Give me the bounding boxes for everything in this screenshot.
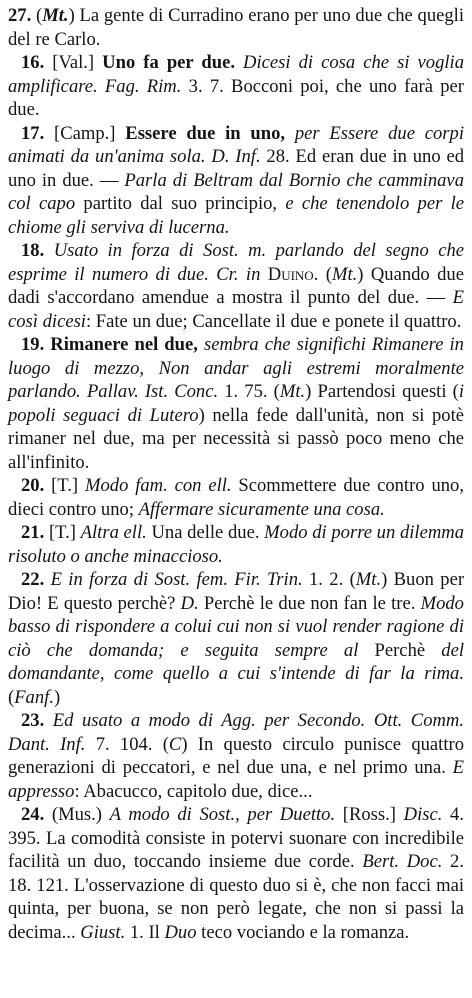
entry-text-run: sembra che significhi Rimanere in luogo di mezzo, Non andar agli estremi moralmente parlando. Pallav. Ist. Conc. [8, 334, 464, 402]
entry-text-run: E in forza di Sost. fem. Fir. Trin. [50, 569, 303, 590]
entry-text-run: : Abacucco, capitolo due, dice... [74, 780, 313, 802]
entry-text-run: ) Partendosi questi ( [305, 381, 459, 402]
entry-text-run: Mt. [42, 5, 69, 26]
entry-text-run [235, 52, 243, 73]
entry-text-run: ) La gente di Curradino erano per uno due che quegli del re Carlo. [8, 5, 464, 50]
entry-text-run: Perchè [358, 639, 442, 661]
entry-text-run: i popoli seguaci di Lutero [8, 381, 464, 426]
dictionary-entry-22 [8, 568, 464, 709]
entry-text-run: ( [36, 5, 43, 26]
entry-text-run: Disc. [403, 804, 443, 825]
entry-text-run: Modo basso di rispondere a colui cui non si vuol render ragione di ciò che domanda; e seguita sempre al [8, 592, 464, 661]
entry-number: 19. [21, 334, 51, 355]
entry-text-run: Bert. Doc. [362, 851, 443, 872]
entry-text-run: ) Buon per Dio! E questo perchè? [8, 569, 465, 614]
entry-text-run: 28. Ed eran due in uno ed uno in due. — [8, 146, 465, 191]
entry-text-run: A modo di Sost., per Duetto. [109, 804, 336, 825]
entry-text-run: Modo di porre un dilemma risoluto o anche minaccioso. [8, 522, 465, 567]
entry-text-run: teco vociando e la romanza. [196, 921, 410, 943]
entry-text-run: [Val.] [52, 52, 103, 73]
entry-text-run: Mt. [355, 569, 382, 590]
entry-text-run: ( [8, 686, 15, 708]
entry-text-run: Usato in forza di Sost. m. parlando del segno che esprime il numero di due. Cr. in [8, 240, 465, 285]
entry-number: 24. [21, 804, 52, 825]
entry-text-run: Altra ell. [80, 522, 147, 543]
entry-text-run: Fanf. [14, 686, 54, 708]
entry-number: 21. [21, 522, 49, 543]
entry-text-run: D. [180, 592, 199, 614]
entry-text-run: ) Quando due dadi s'accordano amendue a mostra il punto del due. — [8, 263, 464, 308]
entry-text-run: per Essere due corpi animati da un'anima sola. D. Inf. [8, 122, 464, 167]
entry-text-run: del domandante, come quello a cui s'intende di far la rima. [8, 639, 464, 684]
entry-text-run: [T.] [48, 522, 81, 543]
entry-text-run: Scommettere due contro uno, dieci contro uno; [8, 475, 464, 520]
entry-text-run: Una delle due. [146, 522, 265, 543]
dictionary-entry-21 [8, 521, 464, 568]
entry-text-run: e che tenendolo per le chiome gli serviva di lucerna. [8, 193, 464, 238]
entry-text-run [285, 123, 295, 144]
entry-text-run: 2. 18. 121. L'osservazione di questo duo si è, che non facci mai quinta, per buona, se non però legate, che non si passi la decima... [8, 851, 464, 943]
entry-text-run: Duino. [260, 263, 326, 285]
entry-text-run: 7. 104. ( [85, 733, 169, 755]
entry-text-run: Rimanere nel due, [50, 334, 198, 355]
dictionary-entry-19 [8, 333, 464, 474]
entry-text-run: Essere due in uno, [125, 122, 286, 144]
entry-text-run: 1. Il [125, 921, 165, 943]
entry-text-run: [Ross.] [335, 804, 404, 825]
entry-text-run: E appresso [8, 757, 464, 802]
entry-number: 20. [21, 475, 52, 496]
dictionary-entry-18 [8, 239, 464, 333]
entry-text-run: Giust. [80, 921, 126, 943]
entry-text-run: 1. 75. ( [218, 381, 280, 402]
entry-text-run: : Fate un due; Cancellate il due e ponete il quattro. [85, 310, 462, 332]
entry-text-run: Uno fa per due. [102, 52, 235, 73]
entry-number: 22. [21, 569, 51, 590]
entry-text-run: ) nella fede dall'unità, non si potè rimaner nel due, ma per necessità si passò poco meno che all'infinito. [8, 404, 465, 473]
entry-text-run: partito dal suo principio, [75, 193, 286, 214]
entry-text-run: ) [53, 686, 61, 708]
entry-text-run: Affermare sicuramente una cosa. [138, 498, 385, 520]
entry-text-run: ) In questo circulo punisce quattro generazioni di peccatori, e nel due una, e nel primo una. [8, 733, 465, 778]
dictionary-entry-17 [8, 122, 464, 240]
entry-text-run: Duo [164, 921, 197, 943]
entry-text-run: (Mus.) [51, 804, 110, 825]
entry-text-run: Mt. [279, 381, 306, 402]
entry-text-run: 4. 395. La comodità consiste in potervi suonare con incredibile facilità un duo, toccando insieme due corde. [8, 804, 464, 872]
entry-text-run: ( [325, 263, 332, 285]
entry-text-run: [T.] [51, 475, 85, 496]
entry-text-run: [Camp.] [54, 122, 126, 144]
entry-text-run: Parla di Beltram dal Bornio che camminava col capo [8, 169, 464, 214]
entry-text-run: Perchè le due non fan le tre. [198, 592, 421, 614]
entry-number: 16. [21, 52, 53, 73]
dictionary-entry-20 [8, 474, 464, 521]
entry-text-run: Mt. [331, 263, 358, 285]
entry-text-run: E così dicesi [8, 287, 464, 332]
entry-text-run: 3. 7. Bocconi poi, che uno farà per due. [8, 75, 464, 120]
dictionary-entry-16 [8, 51, 464, 122]
entry-number: 27. [8, 5, 36, 26]
entry-number: 23. [21, 710, 53, 731]
dictionary-entry-23 [8, 709, 464, 803]
entry-text-run: 1. 2. ( [302, 569, 356, 590]
entry-text-run: Ed usato a modo di Agg. per Secondo. Ott. Comm. Dant. Inf. [8, 710, 465, 755]
entry-number: 17. [21, 122, 55, 144]
entry-text-run: C [168, 733, 182, 755]
entry-number: 18. [21, 240, 54, 261]
dictionary-entry-24 [8, 803, 464, 944]
entry-text-run: Dicesi di cosa che si voglia amplificare. Fag. Rim. [8, 52, 465, 97]
dictionary-entry-27 [8, 4, 464, 51]
entry-text-run: Modo fam. con ell. [84, 475, 232, 496]
